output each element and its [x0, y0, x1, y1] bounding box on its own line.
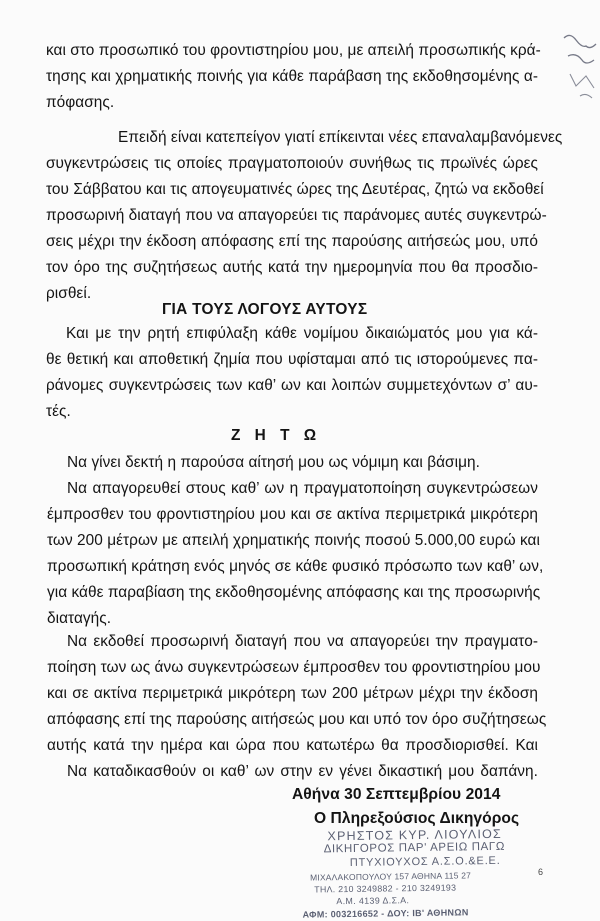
stamp-phone: ΤΗΛ. 210 3249882 - 210 3249193 — [314, 882, 457, 895]
body-line: πόφασης. — [46, 94, 115, 111]
body-line: προσωπική κράτηση ενός μηνός σε κάθε φυσικό πρόσωπο των καθ’ ων, — [47, 558, 544, 575]
stamp-name: ΧΡΗΣΤΟΣ ΚΥΡ. ΛΙΟΥΛΙΟΣ — [327, 826, 503, 844]
body-line: τές. — [46, 403, 71, 420]
signatory-title: Ο Πληρεξούσιος Δικηγόρος — [314, 810, 520, 827]
body-line: για κάθε παραβίαση της εκδοθησομένης απόφασης και της προσωρινής — [47, 584, 541, 601]
body-line: σεις μέχρι την έκδοση απόφασης επί της παρούσης αιτήσεώς μου, υπό — [46, 233, 538, 250]
body-line: ρισθεί. — [46, 285, 92, 302]
body-line: Να καταδικασθούν οι καθ’ ων στην εν γένει δικαστική μου δαπάνη. — [67, 763, 538, 780]
body-line: Να απαγορευθεί στους καθ’ ων η πραγματοποίηση συγκεντρώσεων — [67, 480, 538, 497]
section-heading-request: Ζ Η Τ Ω — [231, 427, 322, 444]
stamp-address: ΜΙΧΑΛΑΚΟΠΟΥΛΟΥ 157 ΑΘΗΝΑ 115 27 — [309, 870, 472, 883]
body-line: διαταγής. — [47, 610, 112, 627]
body-line: προσωρινή διαταγή που να απαγορεύει τις παράνομες αυτές συγκεντρώ- — [46, 207, 547, 224]
section-heading: ΓΙΑ ΤΟΥΣ ΛΟΓΟΥΣ ΑΥΤΟΥΣ — [162, 301, 368, 318]
signing-date: Αθήνα 30 Σεπτεμβρίου 2014 — [292, 786, 501, 803]
lawyer-stamp — [302, 826, 536, 920]
body-line: Επειδή είναι κατεπείγον γιατί επίκεινται νέες επαναλαμβανόμενες — [118, 129, 563, 146]
body-line: Να γίνει δεκτή η παρούσα αίτησή μου ως νόμιμη και βάσιμη. — [67, 454, 480, 471]
body-line: έμπροσθεν του φροντιστηρίου μου και σε ακτίνα περιμετρικά μικρότερη — [47, 506, 538, 523]
stamp-degree: ΠΤΥΧΙΟΥΧΟΣ Α.Σ.Ο.&Ε.Ε. — [349, 854, 501, 869]
body-line: συγκεντρώσεις τις οποίες πραγματοποιούν συνήθως τις πρωϊνές ώρες — [46, 155, 538, 172]
body-line: ράνομες συγκεντρώσεις των καθ’ ων και λοιπών συμμετεχόντων σ’ αυ- — [46, 377, 538, 394]
body-line: και στο προσωπικό του φροντιστηρίου μου, με απειλή προσωπικής κρά- — [46, 42, 541, 59]
body-line: του Σάββατου και τις απογευματινές ώρες της Δευτέρας, ζητώ να εκδοθεί — [46, 181, 544, 198]
stamp-tax-id: ΑΦΜ: 003216652 - ΔΟΥ: ΙΒ' ΑΘΗΝΩΝ — [302, 907, 469, 920]
body-line: αυτής κατά την ημέρα και ώρα που κατωτέρω θα προσδιορισθεί. Και — [47, 737, 538, 754]
body-line: τησης και χρηματικής ποινής για κάθε παράβαση της εκδοθησομένης α- — [46, 68, 538, 85]
margin-handwriting-mark — [560, 30, 600, 110]
body-line: Να εκδοθεί προσωρινή διαταγή που να απαγορεύει την πραγματο- — [67, 633, 538, 650]
body-line: και σε ακτίνα περιμετρικά μικρότερη των 200 μέτρων μέχρι την έκδοση — [47, 685, 538, 702]
body-line: απόφασης επί της παρούσης αιτήσεώς μου και υπό τον όρο συζήτησεως — [47, 711, 547, 728]
body-line: Και με την ρητή επιφύλαξη κάθε νομίμου δικαιώματός μου για κά- — [66, 325, 538, 342]
stamp-registry: Α.Μ. 4139 Δ.Σ.Α. — [336, 895, 410, 907]
body-line: θε θετική και αποθετική ζημία που υφίσταμαι από τις ιστορούμενες πα- — [46, 351, 538, 368]
body-line: ποίηση των ως άνω συγκεντρώσεων έμπροσθεν του φροντιστηρίου μου — [47, 659, 541, 676]
body-line: των 200 μέτρων με απειλή χρηματικής ποινής ποσού 5.000,00 ευρώ και — [47, 532, 540, 549]
body-line: τον όρο της συζητήσεως αυτής κατά την ημερομηνία που θα προσδιο- — [46, 259, 538, 276]
stamp-title: ΔΙΚΗΓΟΡΟΣ ΠΑΡ' ΑΡΕΙΩ ΠΑΓΩ — [323, 840, 506, 856]
page-number: 6 — [538, 867, 544, 877]
